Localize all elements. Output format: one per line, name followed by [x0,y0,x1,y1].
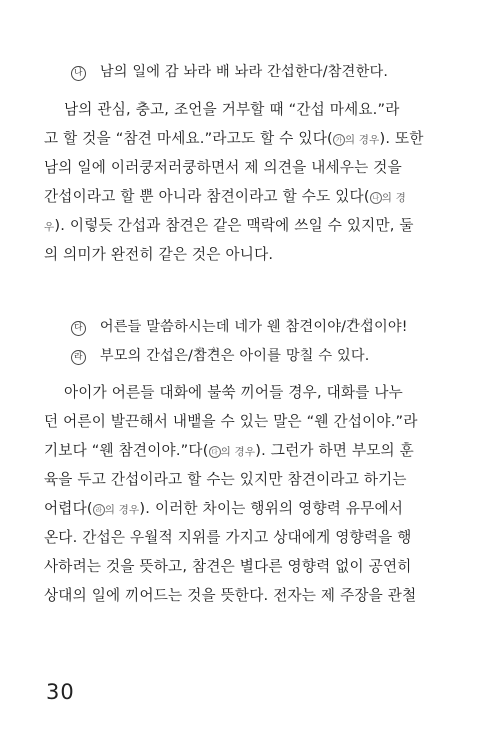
p1-line-3: 남의 일에 이러쿵저러쿵하면서 제 의견을 내세우는 것을 [44,159,402,176]
p1-line-5b: ). 이렇듯 간섭과 참견은 같은 맥락에 쓰일 수 있지만, 둘 [54,217,414,234]
example-ra [52,326,369,386]
p2-line-3a: 기보다 “웬 참견이야.”다( [44,442,209,459]
emphasis-char-2: △ 섭 [360,319,374,335]
marker-ra: 라 [71,350,86,365]
page-number: 30 [46,680,75,704]
p2-line-5a: 어렵다( [44,500,93,517]
ref-word-da: 의 경우 [220,446,256,458]
p1-ref-na [370,192,406,204]
marker-na: 나 [71,66,86,81]
p1-line-1: 남의 관심, 충고, 조언을 거부할 때 “간섭 마세요.”라 [64,101,400,118]
ref-marker-ga: 가 [333,134,345,146]
ref-word-ga: 의 경우 [344,134,380,146]
p1-ref-na-cont: 우 [44,221,55,233]
p2-line-8: 상대의 일에 끼어드는 것을 뜻한다. 전자는 제 주장을 관철 [44,587,417,604]
p1-line-4 [44,187,406,208]
p2-line-7: 사하려는 것을 뜻하고, 참견은 별다른 영향력 없이 공연히 [44,558,412,575]
example-ra-text-b: 은 아이를 망칠 수 있다. [220,348,370,364]
p2-ref-ra [93,504,140,516]
emphasis-char-4: △ 견 [207,348,221,364]
p1-ref-ga [333,134,380,146]
example-na [52,42,388,102]
p1-line-4a: 간섭이라고 할 뿐 아니라 참견이라고 할 수도 있다( [44,188,370,205]
emphasis-char-1: △ 간 [346,319,360,335]
p1-line-5 [44,216,414,237]
p1-line-6: 의 의미가 완전히 같은 것은 아니다. [44,246,274,263]
p1-line-2 [44,129,424,150]
ref-marker-ra: 라 [93,504,105,516]
p1-line-2a: 고 할 것을 “참견 마세요.”라고도 할 수 있다( [44,130,333,147]
p1-line-2b: ). 또한 [379,130,424,147]
ref-marker-na: 나 [370,192,382,204]
p2-line-5b: ). 이러한 차이는 행위의 영향력 유무에서 [139,500,404,517]
ref-word-na: 의 경 [381,192,406,204]
p2-line-1: 아이가 어른들 대화에 불쑥 끼어들 경우, 대화를 나누 [64,384,403,401]
ref-marker-da: 다 [209,446,221,458]
ref-word-ra: 의 경우 [104,504,140,516]
emphasis-char-3: △ 참 [193,348,207,364]
marker-da: 다 [71,321,86,336]
example-na-text: 남의 일에 감 놔라 배 놔라 간섭한다/참견한다. [99,64,389,80]
p2-line-3 [44,441,414,462]
p2-line-3b: ). 그런가 하면 부모의 훈 [255,442,414,459]
p2-line-4: 육을 두고 간섭이라고 할 수는 있지만 참견이라고 하기는 [44,471,407,488]
example-ra-text-a: 부모의 간섭은/ [99,348,193,364]
p2-line-2: 던 어른이 발끈해서 내뱉을 수 있는 말은 “웬 간섭이야.”라 [44,413,418,430]
example-da-text-a: 어른들 말씀하시는데 네가 웬 참견이야/ [99,319,347,335]
example-da-text-b: 이야! [373,319,408,335]
p2-line-6: 온다. 간섭은 우월적 지위를 가지고 상대에게 영향력을 행 [44,529,412,546]
p2-line-5 [44,499,403,520]
p2-ref-da [209,446,256,458]
